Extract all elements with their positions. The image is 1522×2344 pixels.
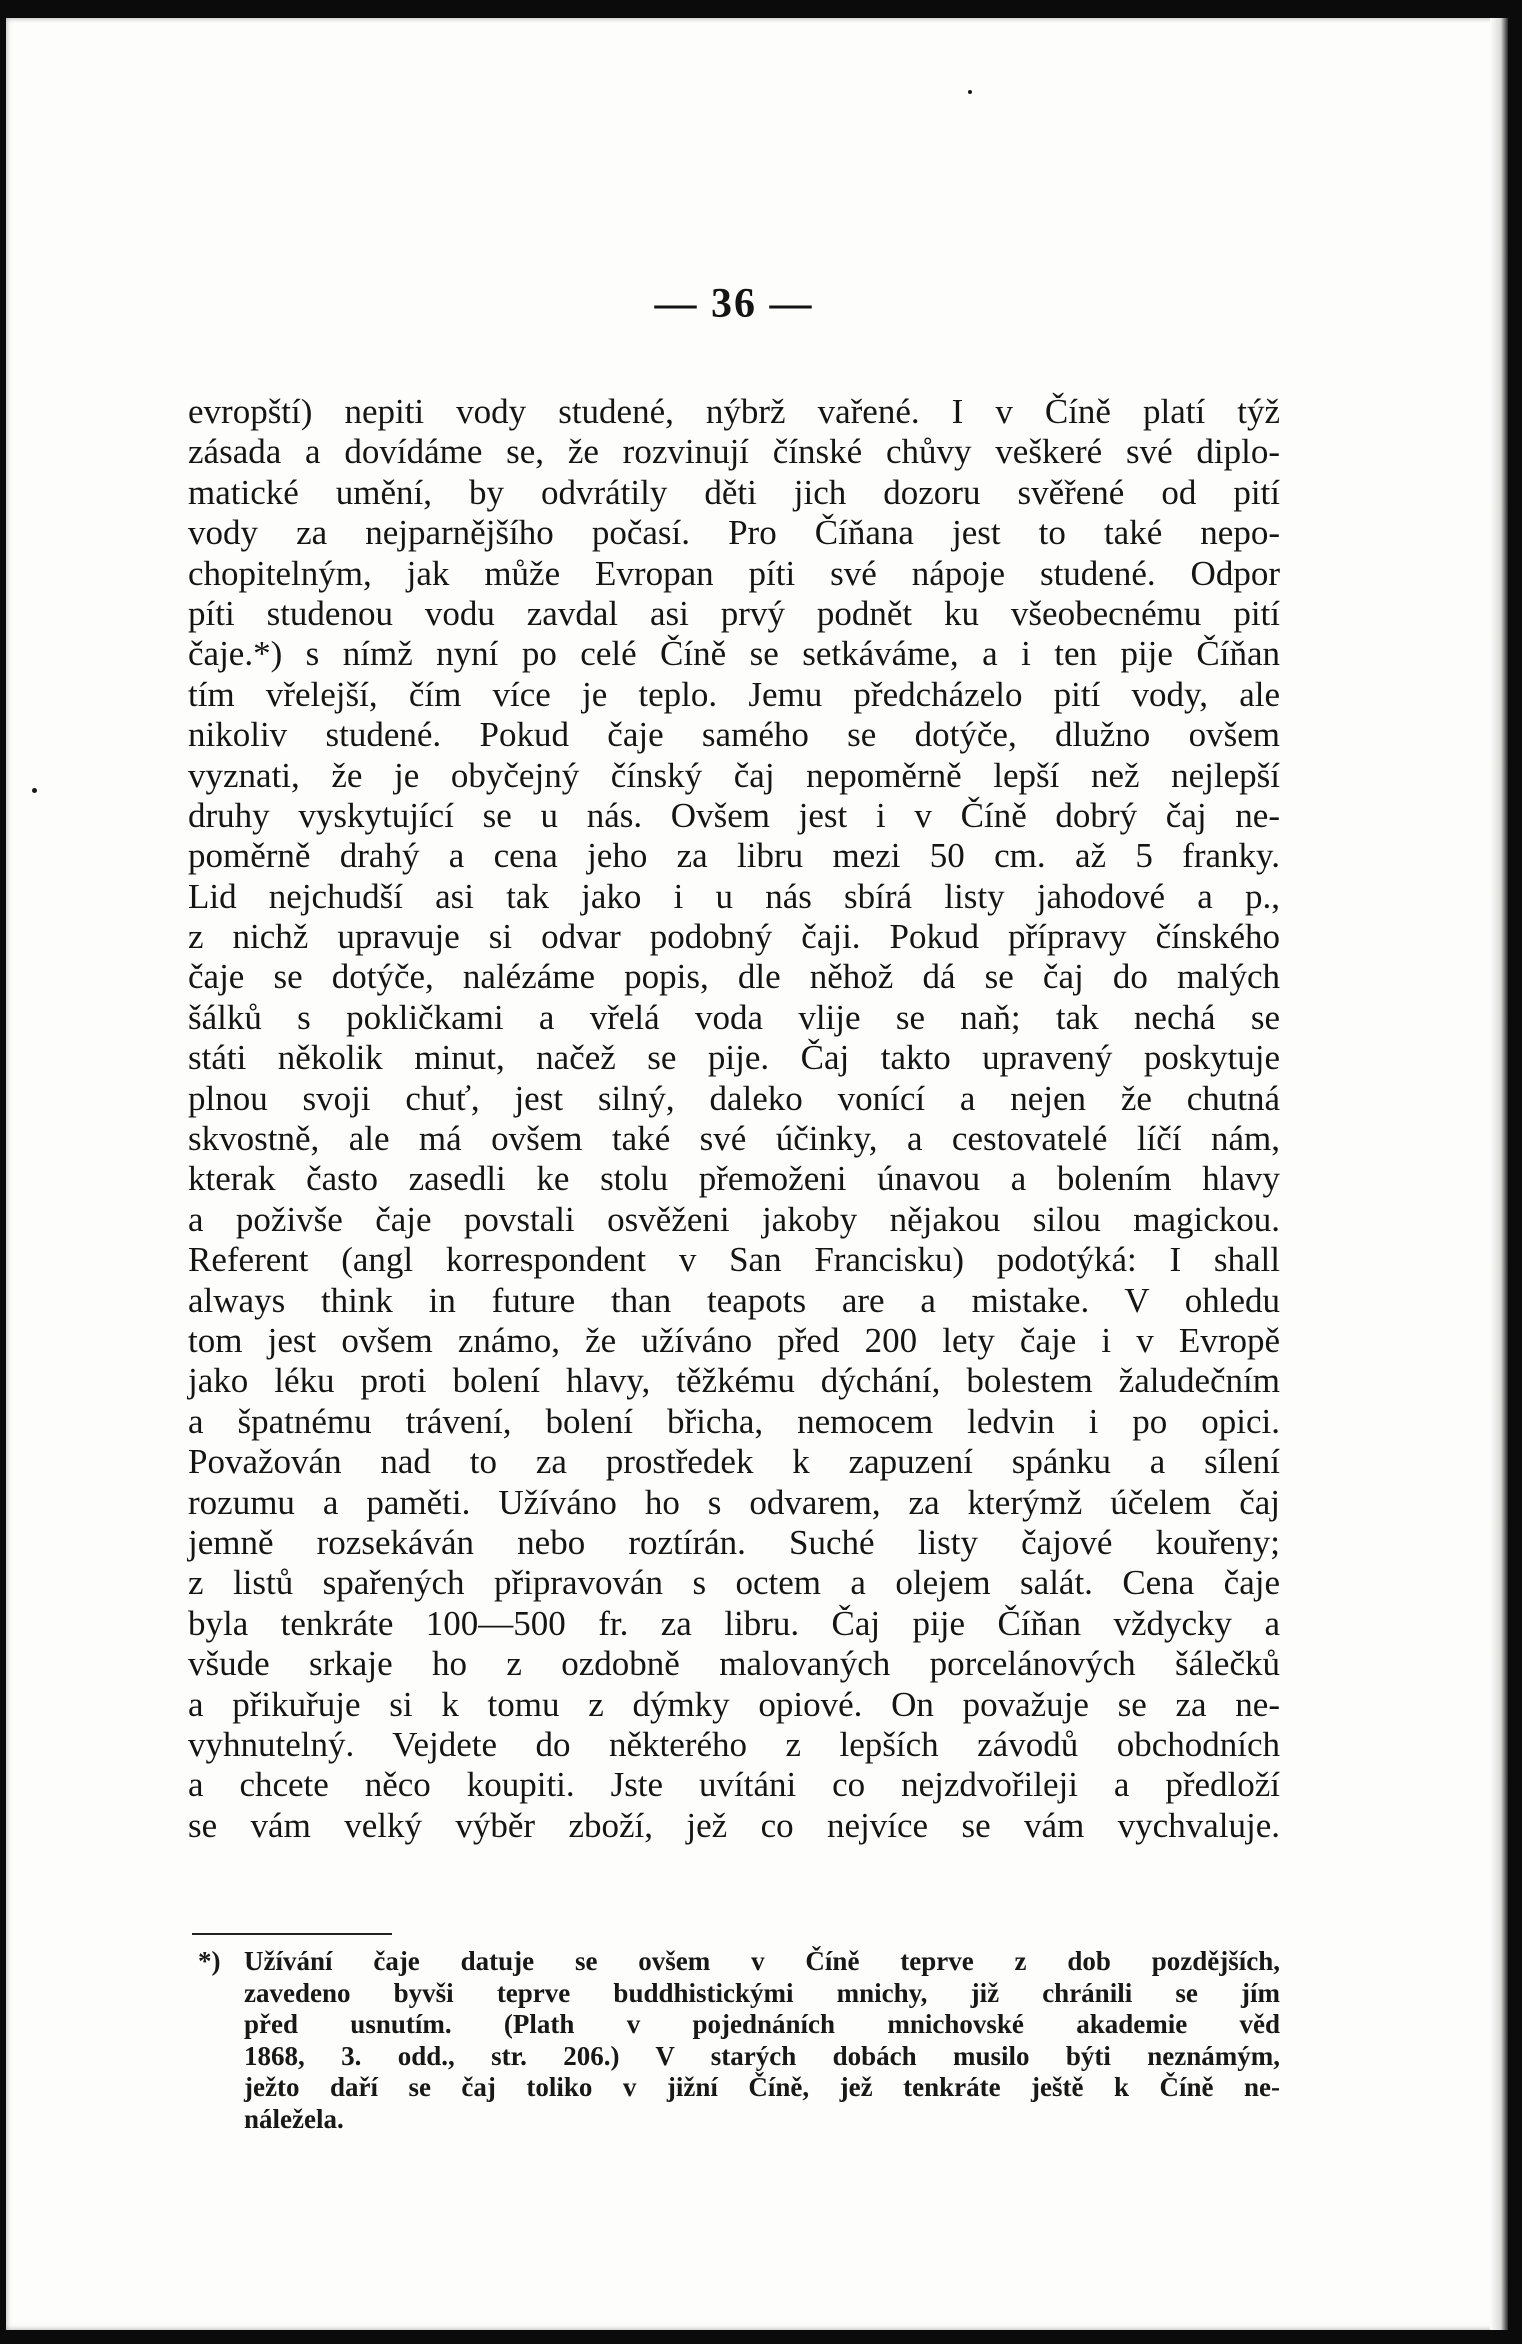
- body-line: čaje.*) s nímž nyní po celé Číně se setkáváme, a i ten pije Číňan: [188, 634, 1280, 674]
- body-line: zásada a dovídáme se, že rozvinují čínské chůvy veškeré své diplo-: [188, 432, 1280, 472]
- body-line: a špatnému trávení, bolení břicha, nemocem ledvin i po opici.: [188, 1401, 1280, 1441]
- page-spine-shadow: [1490, 18, 1508, 2330]
- footnote-divider: [192, 1933, 392, 1935]
- body-line: vyznati, že je obyčejný čínský čaj nepoměrně lepší než nejlepší: [188, 755, 1280, 795]
- body-line: jako léku proti bolení hlavy, těžkému dýchání, bolestem žaludečním: [188, 1361, 1280, 1401]
- body-line: plnou svoji chuť, jest silný, daleko vonící a nejen že chutná: [188, 1078, 1280, 1118]
- body-line: matické umění, by odvrátily děti jich dozoru svěřené od pití: [188, 472, 1280, 512]
- book-page: [6, 18, 1508, 2330]
- body-line: nikoliv studené. Pokud čaje samého se dotýče, dlužno ovšem: [188, 715, 1280, 755]
- body-line: vody za nejparnějšího počasí. Pro Číňana jest to také nepo-: [188, 513, 1280, 553]
- body-line: a chcete něco koupiti. Jste uvítáni co nejzdvořileji a předloží: [188, 1765, 1280, 1805]
- body-line: jemně rozsekáván nebo roztírán. Suché listy čajové kouřeny;: [188, 1522, 1280, 1562]
- body-line: čaje se dotýče, nalézáme popis, dle něhož dá se čaj do malých: [188, 957, 1280, 997]
- print-speck: [968, 90, 972, 94]
- body-line: byla tenkráte 100—500 fr. za libru. Čaj pije Číňan vždycky a: [188, 1603, 1280, 1643]
- body-line: státi několik minut, načež se pije. Čaj takto upravený poskytuje: [188, 1038, 1280, 1078]
- footnote-line: ježto daří se čaj toliko v jižní Číně, jež tenkráte ještě k Číně ne-: [244, 2072, 1280, 2102]
- body-line: always think in future than teapots are a mistake. V ohledu: [188, 1280, 1280, 1320]
- footnote-line: zavedeno byvši teprve buddhistickými mnichy, již chránili se jím: [244, 1977, 1280, 2008]
- footnote-line: před usnutím. (Plath v pojednáních mnichovské akademie věd: [244, 2009, 1280, 2039]
- body-line: skvostně, ale má ovšem také své účinky, a cestovatelé líčí nám,: [188, 1119, 1280, 1159]
- body-line: tím vřelejší, čím více je teplo. Jemu předcházelo pití vody, ale: [188, 674, 1280, 714]
- body-line: Referent (angl korrespondent v San Francisku) podotýká: I shall: [188, 1240, 1280, 1280]
- body-line: Lid nejchudší asi tak jako i u nás sbírá listy jahodové a p.,: [188, 876, 1280, 916]
- body-line: druhy vyskytující se u nás. Ovšem jest i v Číně dobrý čaj ne-: [188, 795, 1280, 835]
- body-line: Považován nad to za prostředek k zapuzení spánku a sílení: [188, 1442, 1280, 1482]
- body-line: tom jest ovšem známo, že užíváno před 200 lety čaje i v Evropě: [188, 1320, 1280, 1360]
- body-line: a přikuřuje si k tomu z dýmky opiové. On považuje se za ne-: [188, 1684, 1280, 1724]
- print-speck: [32, 788, 37, 793]
- footnote-marker: *): [198, 1946, 221, 1976]
- body-line: všude srkaje ho z ozdobně malovaných porcelánových šálečků: [188, 1644, 1280, 1684]
- body-line: rozumu a paměti. Užíváno ho s odvarem, za kterýmž účelem čaj: [188, 1482, 1280, 1522]
- page-number: — 36 —: [654, 281, 814, 327]
- body-line: chopitelným, jak může Evropan píti své nápoje studené. Odpor: [188, 553, 1280, 593]
- body-line: vyhnutelný. Vejdete do některého z lepších závodů obchodních: [188, 1724, 1280, 1764]
- body-line: a poživše čaje povstali osvěženi jakoby nějakou silou magickou.: [188, 1199, 1280, 1239]
- body-line: evropští) nepiti vody studené, nýbrž vařené. I v Číně platí týž: [188, 392, 1280, 431]
- body-line: kterak často zasedli ke stolu přemoženi únavou a bolením hlavy: [188, 1159, 1280, 1199]
- footnote: [198, 1946, 1280, 2135]
- body-line: z nichž upravuje si odvar podobný čaji. Pokud přípravy čínského: [188, 917, 1280, 957]
- body-line: píti studenou vodu zavdal asi prvý podnět ku všeobecnému pití: [188, 593, 1280, 633]
- footnote-line: náležela.: [244, 2103, 344, 2134]
- body-line: se vám velký výběr zboží, jež co nejvíce se vám vychvaluje.: [188, 1805, 1280, 1845]
- footnote-line: 1868, 3. odd., str. 206.) V starých dobách musilo býti neznámým,: [244, 2040, 1280, 2071]
- body-line: poměrně drahý a cena jeho za libru mezi 50 cm. až 5 franky.: [188, 836, 1280, 876]
- body-line: šálků s pokličkami a vřelá voda vlije se naň; tak nechá se: [188, 997, 1280, 1037]
- body-line: z listů spařených připravován s octem a olejem salát. Cena čaje: [188, 1563, 1280, 1603]
- body-text: [188, 392, 1280, 1846]
- footnote-line: Užívání čaje datuje se ovšem v Číně teprve z dob pozdějších,: [244, 1946, 1280, 1976]
